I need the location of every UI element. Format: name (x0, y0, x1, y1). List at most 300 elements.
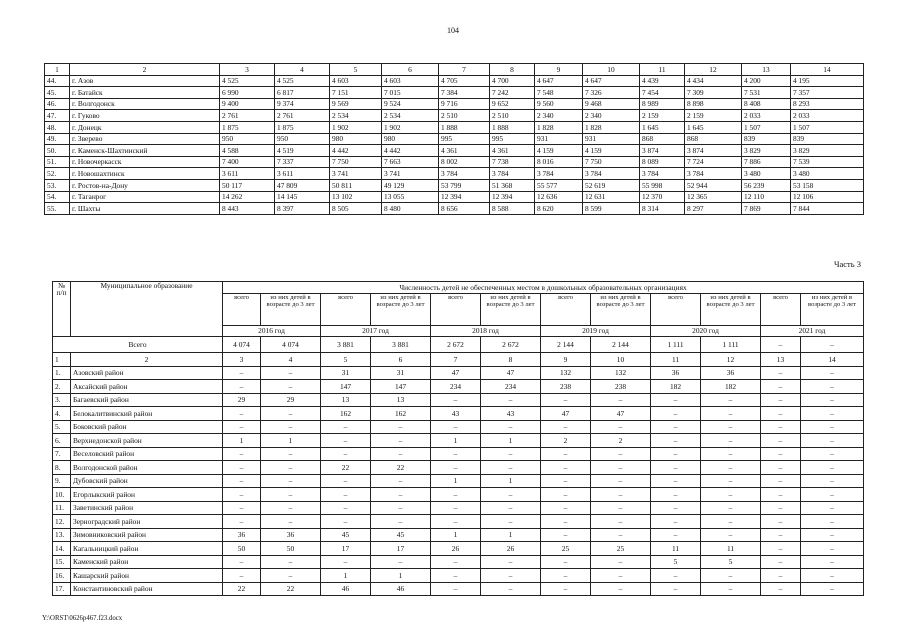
table-cell: – (261, 555, 321, 569)
table-cell: 4 442 (382, 145, 439, 157)
table-cell: 14. (53, 542, 71, 556)
table-cell: 45 (371, 528, 431, 542)
table-cell: – (371, 420, 431, 434)
table-cell: 25 (591, 542, 651, 556)
district-name-cell: Константиновский район (71, 582, 223, 596)
table-cell: 13 (371, 393, 431, 407)
table-cell: 1 (481, 474, 541, 488)
table-cell: – (371, 501, 431, 515)
table-cell: 3 611 (220, 168, 275, 180)
table-cell: – (801, 380, 864, 394)
table-cell: 8 297 (685, 203, 742, 215)
table-cell: 16. (53, 569, 71, 583)
table-cell: – (761, 542, 801, 556)
table-cell: – (591, 528, 651, 542)
table-cell: 50 (223, 542, 261, 556)
district-name-cell: Боковский район (71, 420, 223, 434)
table-cell: 55. (45, 203, 70, 215)
table-cell: 31 (371, 366, 431, 380)
table-cell: 995 (439, 133, 490, 145)
table-row (45, 179, 864, 191)
table-cell: – (321, 515, 371, 529)
table-row (53, 515, 864, 529)
table-cell: 12 365 (685, 191, 742, 203)
table-cell: – (261, 420, 321, 434)
table-cell: – (701, 420, 761, 434)
table-cell: 234 (431, 380, 481, 394)
total-value-cell: 1 111 (651, 337, 701, 353)
footer-file-path: Y:\ORST\0626p467.f23.docx (42, 615, 123, 622)
table-cell: 3 784 (640, 168, 685, 180)
district-name-cell: Азовский район (71, 366, 223, 380)
column-index-cell: 3 (223, 353, 261, 367)
table-cell: 7 750 (583, 156, 640, 168)
table-cell: – (761, 474, 801, 488)
city-name-cell: г. Гуково (70, 110, 220, 122)
table-cell: 12 631 (583, 191, 640, 203)
table-cell: 1 888 (439, 121, 490, 133)
table-cell: 6. (53, 434, 71, 448)
header-all: всего (651, 294, 701, 326)
table-cell: – (591, 582, 651, 596)
table-cell: 2 159 (685, 110, 742, 122)
table-cell: 234 (481, 380, 541, 394)
table-row (45, 121, 864, 133)
table-cell: – (481, 501, 541, 515)
table-cell: – (801, 555, 864, 569)
table-cell: 8 314 (640, 203, 685, 215)
top-header-cell: 1 (45, 64, 70, 76)
table-cell: 5. (53, 420, 71, 434)
table-cell: – (651, 515, 701, 529)
table-cell: – (801, 488, 864, 502)
table-cell: 2 (541, 434, 591, 448)
table-cell: 50 811 (330, 179, 382, 191)
table-cell: 1 (321, 569, 371, 583)
column-index-cell: 9 (541, 353, 591, 367)
table-row (53, 501, 864, 515)
table-cell: 45 (321, 528, 371, 542)
column-index-cell: 7 (431, 353, 481, 367)
table-row (53, 528, 864, 542)
city-name-cell: г. Ростов-на-Дону (70, 179, 220, 191)
table-cell: – (261, 447, 321, 461)
table-cell: 2 534 (330, 110, 382, 122)
table-cell: 7 309 (685, 87, 742, 99)
district-name-cell: Кагальницкий район (71, 542, 223, 556)
table-cell: – (591, 515, 651, 529)
table-cell: – (801, 461, 864, 475)
table-cell: – (761, 447, 801, 461)
table-row (53, 434, 864, 448)
table-cell: – (481, 393, 541, 407)
district-name-cell: Зимовниковский район (71, 528, 223, 542)
district-name-cell: Аксайский район (71, 380, 223, 394)
district-name-cell: Волгодонской район (71, 461, 223, 475)
table-cell: 839 (742, 133, 791, 145)
table-cell: 1 (431, 528, 481, 542)
table-cell: 12 394 (439, 191, 490, 203)
header-under-3: из них детей в возрасте до 3 лет (481, 294, 541, 326)
table-cell: 8 620 (535, 203, 583, 215)
city-name-cell: г. Волгодонск (70, 98, 220, 110)
table-cell: 3 480 (791, 168, 864, 180)
table-cell: 15. (53, 555, 71, 569)
table-cell: – (801, 569, 864, 583)
column-index-cell: 6 (371, 353, 431, 367)
bottom-data-table (52, 281, 864, 596)
top-header-cell: 8 (490, 64, 535, 76)
table-cell: – (321, 420, 371, 434)
table-cell: 5 (651, 555, 701, 569)
table-cell: 36 (261, 528, 321, 542)
table-cell: 13. (53, 528, 71, 542)
table-cell: 868 (685, 133, 742, 145)
table-cell: 1 (431, 474, 481, 488)
table-cell: – (261, 488, 321, 502)
table-cell: – (651, 420, 701, 434)
table-cell: 8 016 (535, 156, 583, 168)
header-all: всего (431, 294, 481, 326)
table-cell: – (701, 488, 761, 502)
table-cell: 12 636 (535, 191, 583, 203)
table-cell: 2 761 (275, 110, 330, 122)
table-cell: 7 242 (490, 87, 535, 99)
district-name-cell: Каменский район (71, 555, 223, 569)
table-row (45, 191, 864, 203)
table-cell: – (481, 555, 541, 569)
table-cell: 36 (223, 528, 261, 542)
table-cell: – (261, 380, 321, 394)
table-cell: – (223, 461, 261, 475)
header-all: всего (541, 294, 591, 326)
table-cell: – (761, 434, 801, 448)
table-cell: 12 394 (490, 191, 535, 203)
table-cell: 1 507 (791, 121, 864, 133)
top-header-cell: 10 (583, 64, 640, 76)
table-cell: 7 844 (791, 203, 864, 215)
table-cell: – (431, 582, 481, 596)
total-value-cell: – (801, 337, 864, 353)
table-cell: 7 886 (742, 156, 791, 168)
table-cell: – (261, 569, 321, 583)
table-cell: – (591, 555, 651, 569)
table-cell: 132 (591, 366, 651, 380)
header-year: 2020 год (651, 326, 761, 337)
table-cell: – (261, 474, 321, 488)
district-name-cell: Верхнедонской район (71, 434, 223, 448)
table-cell: 8 408 (742, 98, 791, 110)
header-main: Численность детей не обеспеченных местом в дошкольных образовательных организациях (223, 282, 864, 294)
table-cell: – (261, 515, 321, 529)
table-cell: – (701, 528, 761, 542)
table-cell: 11 (651, 542, 701, 556)
table-cell: 6 817 (275, 87, 330, 99)
table-cell: – (701, 393, 761, 407)
table-cell: – (761, 461, 801, 475)
table-cell: – (541, 461, 591, 475)
table-cell: – (591, 420, 651, 434)
table-cell: – (701, 434, 761, 448)
table-cell: 1 (431, 434, 481, 448)
table-cell: 1 888 (490, 121, 535, 133)
table-cell: – (651, 569, 701, 583)
table-cell: 4 603 (330, 75, 382, 87)
table-cell: – (431, 501, 481, 515)
column-index-row (53, 353, 864, 367)
total-label: Всего (53, 337, 223, 353)
table-cell: 17. (53, 582, 71, 596)
table-cell: 12 370 (640, 191, 685, 203)
district-name-cell: Багаевский район (71, 393, 223, 407)
table-row (53, 488, 864, 502)
header-year: 2018 год (431, 326, 541, 337)
table-cell: – (223, 407, 261, 421)
total-value-cell: 2 144 (541, 337, 591, 353)
table-cell: – (701, 515, 761, 529)
table-row (53, 474, 864, 488)
table-cell: 162 (371, 407, 431, 421)
table-cell: 3 874 (685, 145, 742, 157)
table-cell: – (371, 434, 431, 448)
table-cell: 53. (45, 179, 70, 191)
table-cell: 52. (45, 168, 70, 180)
city-name-cell: г. Зверево (70, 133, 220, 145)
table-cell: 14 145 (275, 191, 330, 203)
table-cell: 48. (45, 121, 70, 133)
header-under-3: из них детей в возрасте до 3 лет (801, 294, 864, 326)
table-cell: 55 577 (535, 179, 583, 191)
table-cell: 10. (53, 488, 71, 502)
table-cell: 3 611 (275, 168, 330, 180)
table-cell: 8 898 (685, 98, 742, 110)
table-row (53, 420, 864, 434)
table-cell: – (223, 555, 261, 569)
table-cell: – (801, 528, 864, 542)
district-name-cell: Белокалитвинский район (71, 407, 223, 421)
table-cell: – (801, 447, 864, 461)
city-name-cell: г. Донецк (70, 121, 220, 133)
table-cell: 4 361 (490, 145, 535, 157)
table-cell: 7 738 (490, 156, 535, 168)
table-cell: 7 869 (742, 203, 791, 215)
table-cell: – (591, 488, 651, 502)
table-cell: 4 588 (220, 145, 275, 157)
table-cell: 3 741 (382, 168, 439, 180)
table-cell: – (481, 582, 541, 596)
table-cell: 4. (53, 407, 71, 421)
table-cell: – (481, 569, 541, 583)
top-header-cell: 11 (640, 64, 685, 76)
table-cell: 995 (490, 133, 535, 145)
table-cell: – (481, 420, 541, 434)
table-cell: 162 (321, 407, 371, 421)
table-cell: – (591, 474, 651, 488)
table-cell: 8 656 (439, 203, 490, 215)
table-cell: – (701, 447, 761, 461)
table-cell: – (591, 501, 651, 515)
table-cell: – (541, 515, 591, 529)
table-cell: – (591, 461, 651, 475)
city-name-cell: г. Новошахтинск (70, 168, 220, 180)
table-cell: 3 784 (535, 168, 583, 180)
city-name-cell: г. Таганрог (70, 191, 220, 203)
table-cell: – (223, 420, 261, 434)
table-cell: 36 (701, 366, 761, 380)
table-cell: 36 (651, 366, 701, 380)
top-header-cell: 9 (535, 64, 583, 76)
table-row (45, 145, 864, 157)
top-header-cell: 13 (742, 64, 791, 76)
table-cell: 47 (591, 407, 651, 421)
table-cell: 17 (371, 542, 431, 556)
table-cell: – (431, 461, 481, 475)
table-cell: 2 159 (640, 110, 685, 122)
table-cell: – (223, 366, 261, 380)
table-cell: 47. (45, 110, 70, 122)
table-row (53, 393, 864, 407)
table-cell: – (701, 582, 761, 596)
table-cell: – (261, 461, 321, 475)
city-name-cell: г. Каменск-Шахтинский (70, 145, 220, 157)
table-cell: 50 117 (220, 179, 275, 191)
header-all: всего (321, 294, 371, 326)
table-cell: 46. (45, 98, 70, 110)
table-cell: – (371, 474, 431, 488)
table-row (45, 203, 864, 215)
table-cell: – (371, 488, 431, 502)
table-cell: 3 784 (439, 168, 490, 180)
table-cell: 7 539 (791, 156, 864, 168)
top-table-header-row (45, 64, 864, 76)
table-row (53, 569, 864, 583)
table-cell: – (801, 515, 864, 529)
table-cell: 7 400 (220, 156, 275, 168)
table-cell: 238 (541, 380, 591, 394)
total-value-cell: 2 144 (591, 337, 651, 353)
top-data-table (44, 63, 864, 215)
table-cell: 31 (321, 366, 371, 380)
table-cell: – (321, 501, 371, 515)
table-cell: 8 480 (382, 203, 439, 215)
table-cell: 7 531 (742, 87, 791, 99)
table-cell: – (541, 420, 591, 434)
table-cell: – (761, 488, 801, 502)
table-cell: 132 (541, 366, 591, 380)
table-cell: – (761, 515, 801, 529)
table-cell: – (481, 447, 541, 461)
table-cell: 12. (53, 515, 71, 529)
table-cell: 1 507 (742, 121, 791, 133)
table-cell: 1 902 (330, 121, 382, 133)
table-cell: 2 761 (220, 110, 275, 122)
table-cell: – (801, 474, 864, 488)
district-name-cell: Кашарский район (71, 569, 223, 583)
table-cell: 182 (651, 380, 701, 394)
table-cell: – (701, 569, 761, 583)
table-cell: – (261, 366, 321, 380)
total-value-cell: 3 881 (371, 337, 431, 353)
table-cell: 931 (583, 133, 640, 145)
header-all: всего (223, 294, 261, 326)
table-cell: – (431, 488, 481, 502)
table-cell: 7 151 (330, 87, 382, 99)
table-cell: – (541, 501, 591, 515)
table-cell: 9 468 (583, 98, 640, 110)
table-cell: 2 340 (535, 110, 583, 122)
table-cell: 2 510 (490, 110, 535, 122)
table-cell: 43 (431, 407, 481, 421)
table-row (53, 461, 864, 475)
table-cell: – (541, 569, 591, 583)
district-name-cell: Веселовский район (71, 447, 223, 461)
table-cell: 9 374 (275, 98, 330, 110)
table-cell: 8 293 (791, 98, 864, 110)
table-cell: 13 102 (330, 191, 382, 203)
table-cell: – (761, 407, 801, 421)
city-name-cell: г. Азов (70, 75, 220, 87)
table-row (53, 555, 864, 569)
table-cell: – (651, 407, 701, 421)
table-cell: – (541, 474, 591, 488)
table-cell: 1 828 (535, 121, 583, 133)
table-cell: 3 480 (742, 168, 791, 180)
table-row (45, 87, 864, 99)
table-cell: 7 548 (535, 87, 583, 99)
table-cell: 8 002 (439, 156, 490, 168)
table-cell: 3 829 (742, 145, 791, 157)
table-cell: 9 716 (439, 98, 490, 110)
table-cell: – (651, 488, 701, 502)
table-cell: 980 (330, 133, 382, 145)
header-under-3: из них детей в возрасте до 3 лет (701, 294, 761, 326)
table-cell: 2 340 (583, 110, 640, 122)
table-cell: 4 647 (535, 75, 583, 87)
table-cell: 22 (261, 582, 321, 596)
table-cell: 4 525 (220, 75, 275, 87)
header-year: 2016 год (223, 326, 321, 337)
total-value-cell: 2 672 (481, 337, 541, 353)
table-cell: 9 400 (220, 98, 275, 110)
top-header-cell: 12 (685, 64, 742, 76)
table-cell: 26 (481, 542, 541, 556)
total-value-cell: 3 881 (321, 337, 371, 353)
table-cell: 238 (591, 380, 651, 394)
table-cell: – (801, 420, 864, 434)
table-cell: 7 454 (640, 87, 685, 99)
table-cell: 8 397 (275, 203, 330, 215)
table-cell: 7 357 (791, 87, 864, 99)
table-cell: 980 (382, 133, 439, 145)
table-cell: – (481, 515, 541, 529)
table-cell: 7. (53, 447, 71, 461)
column-index-cell: 14 (801, 353, 864, 367)
table-cell: 4 519 (275, 145, 330, 157)
table-cell: 4 705 (439, 75, 490, 87)
table-cell: 7 384 (439, 87, 490, 99)
table-cell: 46 (321, 582, 371, 596)
table-cell: – (431, 569, 481, 583)
table-cell: 14 262 (220, 191, 275, 203)
table-cell: 2 033 (742, 110, 791, 122)
table-cell: 7 663 (382, 156, 439, 168)
table-cell: 147 (371, 380, 431, 394)
table-cell: 7 750 (330, 156, 382, 168)
table-cell: 13 (321, 393, 371, 407)
table-cell: – (651, 461, 701, 475)
table-cell: – (431, 447, 481, 461)
table-cell: – (223, 447, 261, 461)
